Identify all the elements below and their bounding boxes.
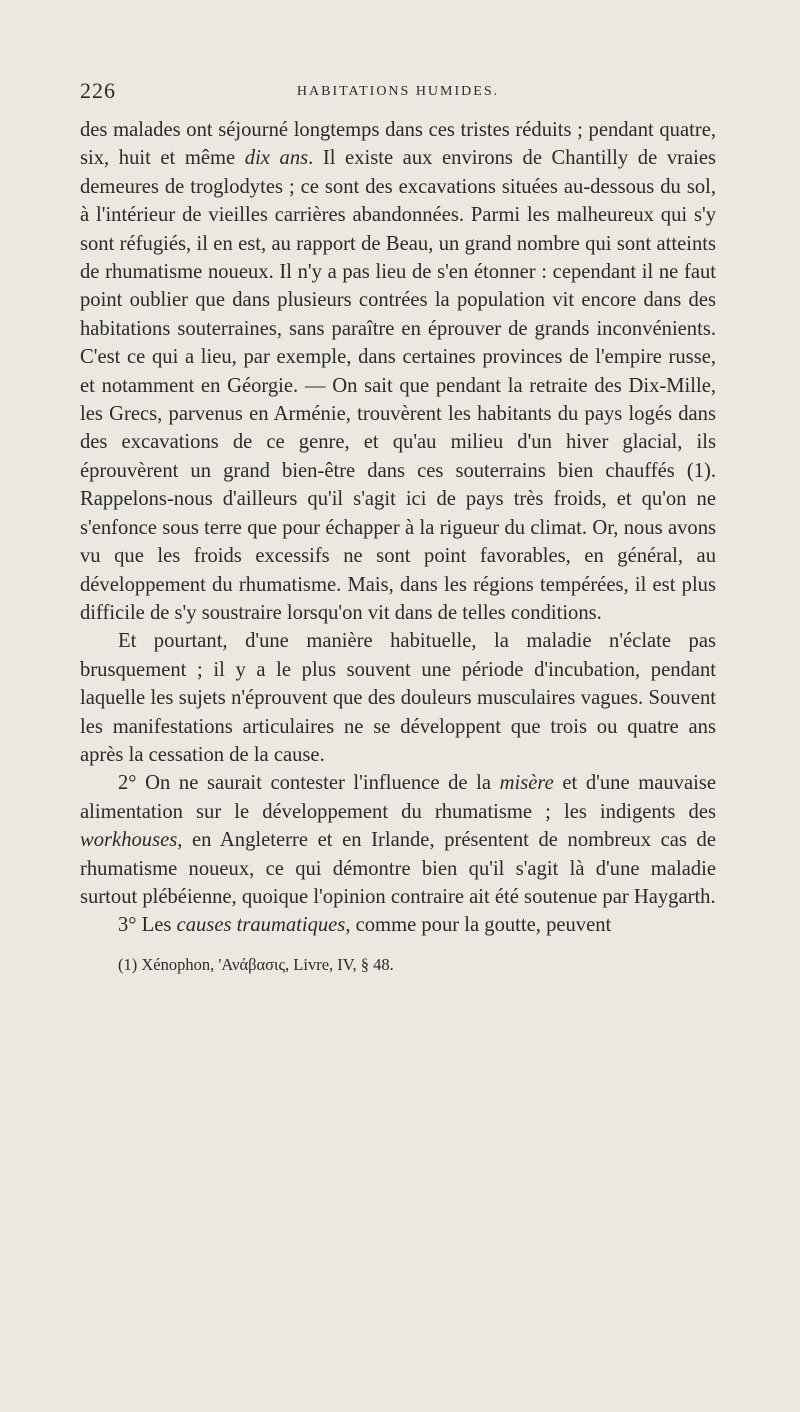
paragraph — [80, 116, 716, 627]
text-run: . Il existe aux environs de Chantilly de vraies demeures de troglodytes ; ce sont des excavations situées au-dessous du sol, à l'intérieur de vieilles carrières abandonnées. Parmi les malheureux qui s'y sont réfugiés, il en est, au rapport de Beau, un grand nombre qui sont atteints de rhumatisme noueux. Il n'y a pas lieu de s'en étonner : cependant il ne faut point oublier que dans plusieurs contrées la population vit encore dans des habitations souterraines, sans paraître en éprouver de grands inconvénients. C'est ce qui a lieu, par exemple, dans certaines provinces de l'empire russe, et notamment en Géorgie. — On sait que pendant la retraite des Dix-Mille, les Grecs, parvenus en Arménie, trouvèrent les habitants du pays logés dans des excavations de ce genre, et qu'au milieu d'un hiver glacial, ils éprouvèrent un grand bien-être dans ces souterrains bien chauffés (1). Rappelons-nous d'ailleurs qu'il s'agit ici de pays très froids, et qu'on ne s'enfonce sous terre que pour échapper à la rigueur du climat. Or, nous avons vu que les froids excessifs ne sont point favorables, en général, au développement du rhumatisme. Mais, dans les régions tempérées, il est plus difficile de s'y soustraire lorsqu'on vit dans de telles conditions. — [80, 147, 716, 624]
italic-text: workhouses — [80, 829, 178, 852]
text-run: , en Angleterre et en Irlande, présentent de nombreux cas de rhumatisme noueux, ce qui démontre bien qu'il s'agit là d'une maladie surtout plébéienne, quoique l'opinion contraire ait été soutenue par Haygarth. — [80, 829, 716, 908]
italic-text: causes traumatiques — [176, 914, 346, 937]
page-number: 226 — [80, 78, 116, 103]
paragraph — [80, 769, 716, 911]
paragraph — [80, 911, 716, 939]
text-run: et d'une mauvaise alimentation sur le développement du rhumatisme ; les indigents des — [80, 772, 716, 823]
book-page — [80, 78, 716, 976]
italic-text: misère — [499, 772, 554, 795]
italic-text: dix ans — [244, 147, 309, 170]
text-run: 3° Les — [118, 914, 177, 937]
page-header — [80, 78, 716, 108]
footnote: (1) Xénophon, 'Ανάβασις, Livre, IV, § 48. — [118, 954, 394, 974]
text-run: Et pourtant, d'une manière habituelle, la maladie n'éclate pas brusquement ; il y a le plus souvent une période d'incubation, pendant laquelle les sujets n'éprouvent que des douleurs musculaires vagues. Souvent les manifestations articulaires ne se développent que trois ou quatre ans après la cessation de la cause. — [80, 630, 716, 766]
running-title: HABITATIONS HUMIDES. — [296, 84, 500, 99]
text-run: , comme pour la goutte, peuvent — [345, 914, 612, 937]
paragraph — [80, 627, 716, 769]
text-run: des malades ont séjourné longtemps dans ces tristes réduits ; pendant quatre, six, huit et même — [80, 119, 716, 170]
text-run: 2° On ne saurait contester l'influence de la — [118, 772, 500, 795]
body-text — [80, 116, 716, 940]
